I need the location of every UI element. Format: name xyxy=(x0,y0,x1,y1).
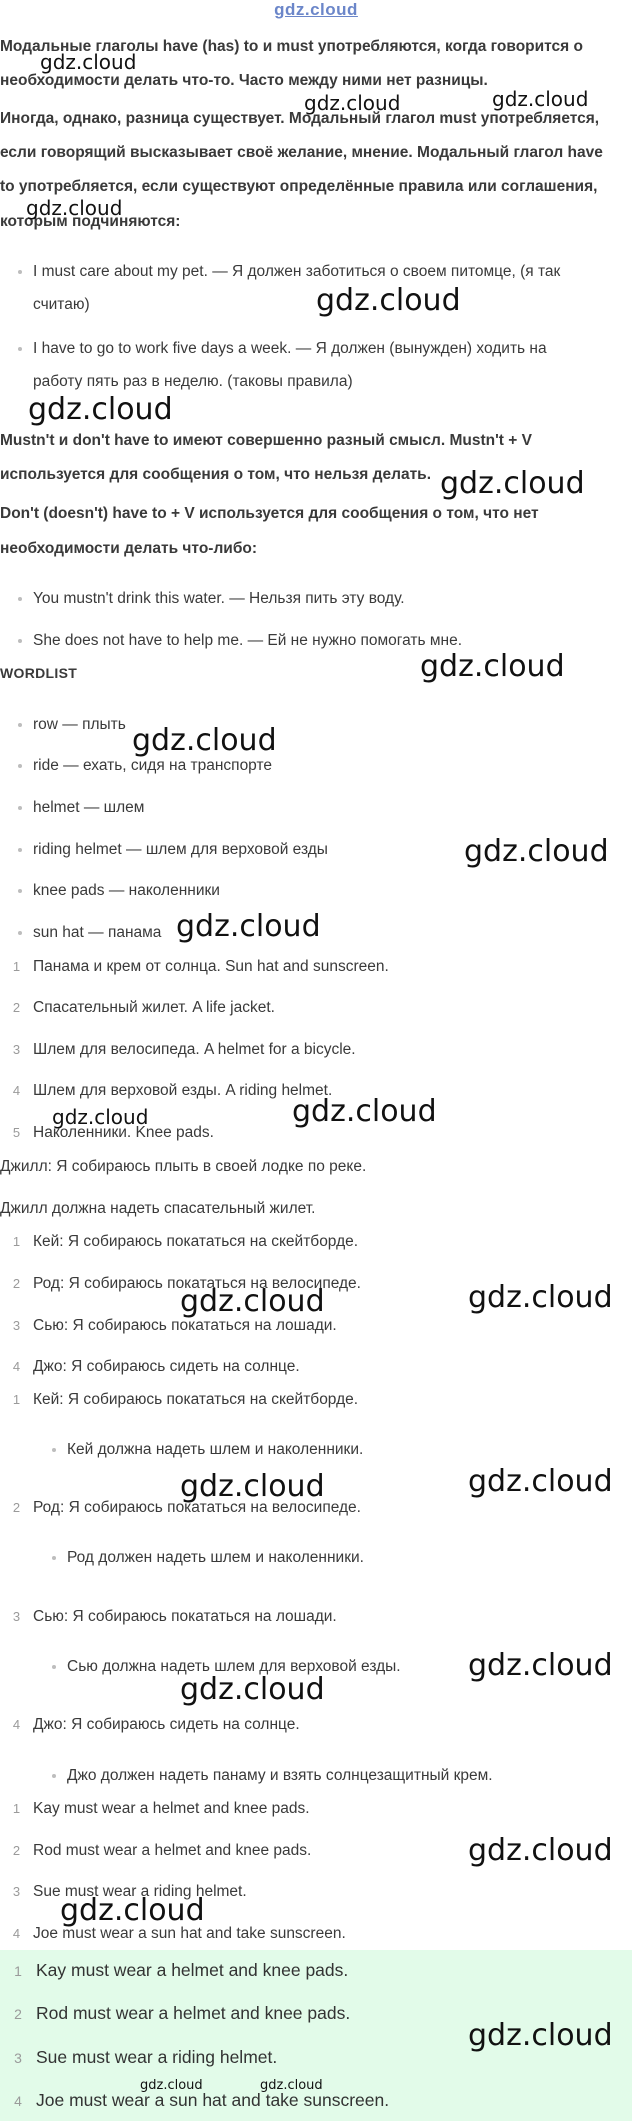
watermark: gdz.cloud xyxy=(468,1648,613,1683)
answer-item xyxy=(0,2037,277,2078)
watermark: gdz.cloud xyxy=(180,1284,325,1319)
list-number: 1 xyxy=(12,1392,21,1407)
watermark: gdz.cloud xyxy=(316,283,461,318)
watermark: gdz.cloud xyxy=(60,1893,205,1928)
watermark: gdz.cloud xyxy=(468,1464,613,1499)
list-text: Джо: Я собираюсь сидеть на солнце. xyxy=(33,1716,300,1733)
list-number: 3 xyxy=(12,1609,21,1624)
wordlist-item: riding helmet — шлем для верховой езды xyxy=(33,833,328,867)
list-text: Sue must wear a riding helmet. xyxy=(33,1883,247,1900)
list-item xyxy=(0,950,389,984)
list-item xyxy=(0,1033,356,1067)
list-text: Джо: Я собираюсь сидеть на солнце. xyxy=(33,1358,300,1375)
jill-answer: Джилл должна надеть спасательный жилет. xyxy=(0,1200,316,1217)
list-item xyxy=(0,1708,300,1742)
list-subitem: Кей должна надеть шлем и наколенники. xyxy=(67,1433,363,1467)
watermark: gdz.cloud xyxy=(440,466,585,501)
answer-item xyxy=(0,1993,350,2034)
list-item xyxy=(0,1600,337,1634)
watermark: gdz.cloud xyxy=(304,91,401,115)
rule-text-line: используется для сообщения о том, что нельзя делать. xyxy=(0,466,432,483)
list-text: Rod must wear a helmet and knee pads. xyxy=(33,1842,312,1859)
watermark: gdz.cloud xyxy=(468,1280,613,1315)
list-item xyxy=(0,991,275,1025)
watermark: gdz.cloud xyxy=(140,2078,203,2093)
list-text: Шлем для велосипеда. A helmet for a bicycle. xyxy=(33,1041,356,1058)
list-number: 2 xyxy=(12,1500,21,1515)
list-text: Kay must wear a helmet and knee pads. xyxy=(33,1800,310,1817)
list-number: 3 xyxy=(12,1042,21,1057)
list-text: Род: Я собираюсь покататься на велосипеде. xyxy=(33,1275,361,1292)
list-number: 2 xyxy=(12,1843,21,1858)
list-text: Спасательный жилет. A life jacket. xyxy=(33,999,275,1016)
list-item xyxy=(0,1074,332,1108)
list-text: Панама и крем от солнца. Sun hat and sunscreen. xyxy=(33,958,389,975)
intro-text-line: to употребляется, если существуют определённые правила или соглашения, xyxy=(0,178,598,195)
answer-text: Sue must wear a riding helmet. xyxy=(36,2047,278,2067)
wordlist-item: ride — ехать, сидя на транспорте xyxy=(33,749,272,783)
answer-number: 2 xyxy=(14,2006,22,2022)
list-text: Род: Я собираюсь покататься на велосипеде. xyxy=(33,1499,361,1516)
answer-number: 4 xyxy=(14,2093,22,2109)
example-item: I must care about my pet. — Я должен заботиться о своем питомце, (я так xyxy=(33,255,560,289)
watermark: gdz.cloud xyxy=(420,649,565,684)
watermark: gdz.cloud xyxy=(28,392,173,427)
list-number: 5 xyxy=(12,1125,21,1140)
answer-text: Joe must wear a sun hat and take sunscreen. xyxy=(36,2090,390,2110)
list-text: Сью: Я собираюсь покататься на лошади. xyxy=(33,1608,337,1625)
answer-text: Kay must wear a helmet and knee pads. xyxy=(36,1960,349,1980)
list-number: 1 xyxy=(12,1234,21,1249)
wordlist-heading: WORDLIST xyxy=(0,665,78,681)
wordlist-item: row — плыть xyxy=(33,708,126,742)
watermark: gdz.cloud xyxy=(468,1833,613,1868)
list-item xyxy=(0,1225,358,1259)
watermark: gdz.cloud xyxy=(180,1672,325,1707)
wordlist-item: knee pads — наколенники xyxy=(33,874,220,908)
watermark: gdz.cloud xyxy=(180,1469,325,1504)
list-number: 4 xyxy=(12,1926,21,1941)
list-number: 2 xyxy=(12,1000,21,1015)
answer-number: 3 xyxy=(14,2050,22,2066)
list-subitem: Сью должна надеть шлем для верховой езды. xyxy=(67,1650,401,1684)
intro-text-line: которым подчиняются: xyxy=(0,213,181,230)
list-subitem: Джо должен надеть панаму и взять солнцезащитный крем. xyxy=(67,1759,493,1793)
list-number: 1 xyxy=(12,1801,21,1816)
example-item-continuation: считаю) xyxy=(33,296,90,313)
list-item xyxy=(0,1383,358,1417)
intro-text-line: Модальные глаголы have (has) to и must употребляются, когда говорится о xyxy=(0,38,583,55)
list-number: 3 xyxy=(12,1884,21,1899)
list-number: 4 xyxy=(12,1083,21,1098)
watermark: gdz.cloud xyxy=(26,196,123,220)
watermark: gdz.cloud xyxy=(52,1105,149,1129)
list-text: Шлем для верховой езды. A riding helmet. xyxy=(33,1082,333,1099)
list-text: Joe must wear a sun hat and take sunscreen. xyxy=(33,1925,346,1942)
rule-text-line: Don't (doesn't) have to + V используется для сообщения о том, что нет xyxy=(0,505,539,522)
watermark: gdz.cloud xyxy=(468,2018,613,2053)
list-text: Кей: Я собираюсь покататься на скейтборде. xyxy=(33,1233,359,1250)
answer-number: 1 xyxy=(14,1963,22,1979)
rule-text-line: Mustn't и don't have to имеют совершенно разный смысл. Mustn't + V xyxy=(0,432,532,449)
list-item xyxy=(0,1834,311,1868)
watermark: gdz.cloud xyxy=(492,87,589,111)
answer-text: Rod must wear a helmet and knee pads. xyxy=(36,2003,351,2023)
example-item-continuation: работу пять раз в неделю. (таковы правила) xyxy=(33,373,353,390)
list-number: 4 xyxy=(12,1717,21,1732)
rule-text-line: необходимости делать что-либо: xyxy=(0,540,258,557)
list-item xyxy=(0,1792,310,1826)
list-number: 1 xyxy=(12,959,21,974)
intro-text-line: Иногда, однако, разница существует. Модальный глагол must употребляется, xyxy=(0,110,600,127)
list-text: Наколенники. Knee pads. xyxy=(33,1124,214,1141)
watermark: gdz.cloud xyxy=(292,1094,437,1129)
jill-statement: Джилл: Я собираюсь плыть в своей лодке по реке. xyxy=(0,1158,367,1175)
wordlist-item: helmet — шлем xyxy=(33,791,144,825)
list-number: 4 xyxy=(12,1359,21,1374)
site-mark-link[interactable]: gdz.cloud xyxy=(274,0,358,19)
answer-item xyxy=(0,1950,348,1991)
intro-text-line: необходимости делать что-то. Часто между ними нет разницы. xyxy=(0,72,488,89)
watermark: gdz.cloud xyxy=(176,909,321,944)
intro-text-line: если говорящий высказывает своё желание, мнение. Модальный глагол have xyxy=(0,144,603,161)
rule-example-item: You mustn't drink this water. — Нельзя пить эту воду. xyxy=(33,582,405,616)
list-item xyxy=(0,1350,300,1384)
list-text: Сью: Я собираюсь покататься на лошади. xyxy=(33,1317,337,1334)
list-text: Кей: Я собираюсь покататься на скейтборде. xyxy=(33,1391,359,1408)
list-number: 2 xyxy=(12,1276,21,1291)
watermark: gdz.cloud xyxy=(260,2078,323,2093)
watermark: gdz.cloud xyxy=(40,50,137,74)
list-subitem: Род должен надеть шлем и наколенники. xyxy=(67,1541,364,1575)
wordlist-item: sun hat — панама xyxy=(33,916,161,950)
watermark: gdz.cloud xyxy=(132,723,277,758)
rule-example-item: She does not have to help me. — Ей не нужно помогать мне. xyxy=(33,624,462,658)
list-number: 3 xyxy=(12,1318,21,1333)
watermark: gdz.cloud xyxy=(464,834,609,869)
example-item: I have to go to work five days a week. — Я должен (вынужден) ходить на xyxy=(33,332,547,366)
